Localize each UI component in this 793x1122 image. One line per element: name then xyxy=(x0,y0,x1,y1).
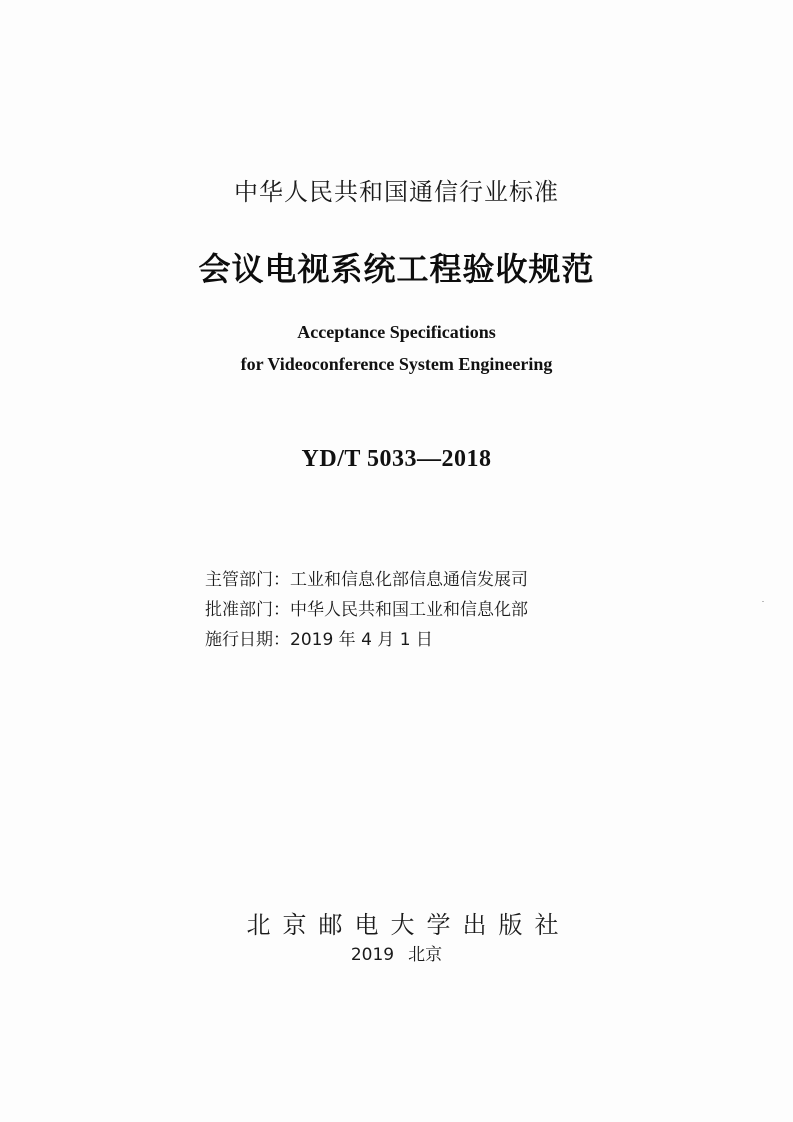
competent-authority-label: 主管部门： xyxy=(205,570,290,590)
publication-line xyxy=(0,940,793,965)
scan-speck xyxy=(762,601,764,602)
document-metadata xyxy=(205,565,528,655)
standard-code: YD/T 5033—2018 xyxy=(301,446,492,472)
effective-date-row xyxy=(205,625,528,655)
publication-city: 北京 xyxy=(408,945,443,965)
document-title-english-line-2: for Videoconference System Engineering xyxy=(240,354,553,374)
publisher-name: 北京邮电大学出版社 xyxy=(246,911,571,939)
competent-authority-row xyxy=(205,565,528,595)
publication-year: 2019 xyxy=(350,945,395,965)
approving-authority-value: 中华人民共和国工业和信息化部 xyxy=(290,600,528,620)
competent-authority-value: 工业和信息化部信息通信发展司 xyxy=(290,570,528,590)
document-title-english-line-1: Acceptance Specifications xyxy=(297,322,496,342)
effective-date-value: 2019 年 4 月 1 日 xyxy=(290,630,433,650)
document-title-chinese: 会议电视系统工程验收规范 xyxy=(198,250,595,288)
approving-authority-row xyxy=(205,595,528,625)
effective-date-label: 施行日期： xyxy=(205,630,290,650)
issuing-body: 中华人民共和国通信行业标准 xyxy=(234,178,559,206)
approving-authority-label: 批准部门： xyxy=(205,600,290,620)
